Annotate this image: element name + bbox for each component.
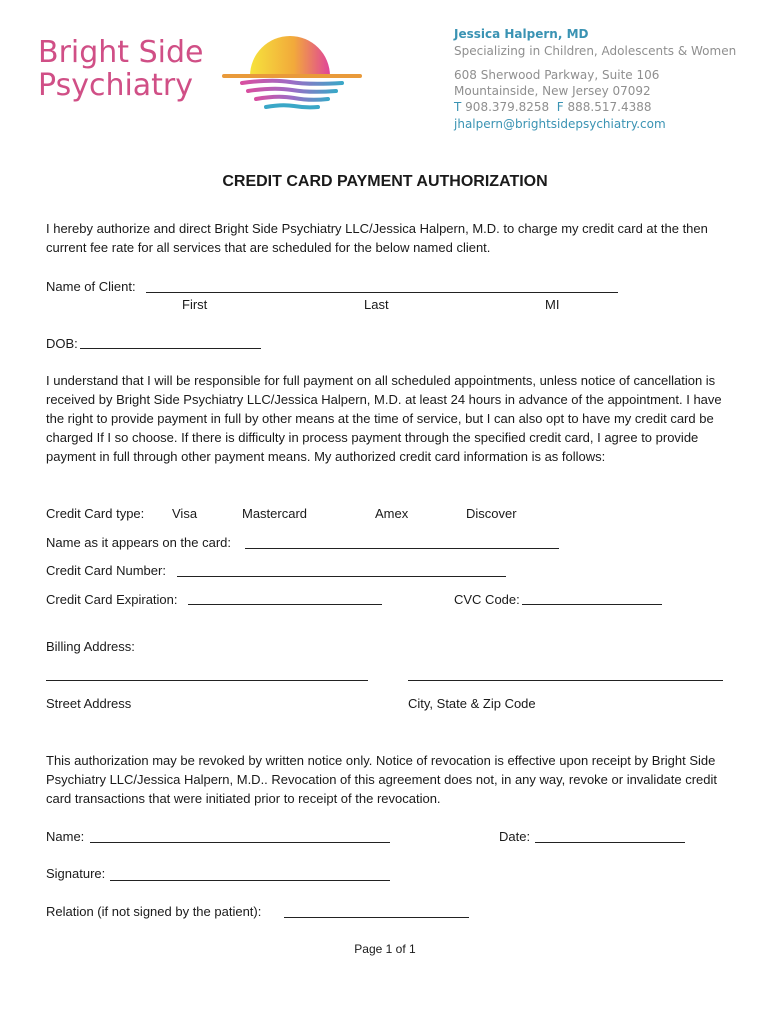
responsibility-paragraph: I understand that I will be responsible for full payment on all scheduled appointments, unless notice of cancellation is received by Bright Side Psychiatry LLC/Jessica Halpern, M.D. at least 24 hours in advance of the appointment. I have the right to provide payment in full by other means at the time of service, but I can also opt to have my credit card be charged If I so choose. If there is difficulty in process payment through the specified credit card, I agree to provide payment in full through other payment means. My authorized credit card information is as follows: (46, 373, 722, 464)
page-number: Page 1 of 1 (354, 942, 416, 956)
fax-number: 888.517.4388 (567, 100, 652, 114)
mi-caption: MI (545, 297, 560, 312)
date-label: Date: (499, 829, 531, 844)
phone-number: 908.379.8258 (465, 100, 550, 114)
expiration-label: Credit Card Expiration: (46, 592, 178, 607)
card-type-mastercard[interactable]: Mastercard (242, 506, 308, 521)
phone-fax-line (454, 98, 652, 116)
revocation-paragraph: This authorization may be revoked by written notice only. Notice of revocation is effective upon receipt by Bright Side Psychiatry LLC/Jessica Halpern, M.D.. Revocation of this agreement does not, in any way, revoke or invalidate credit card transactions that were initiated prior to receipt of the revocation. (46, 753, 718, 806)
name-of-client-field[interactable] (146, 292, 618, 293)
sun-logo-icon (212, 36, 364, 116)
signature-label: Signature: (46, 866, 106, 881)
card-type-visa[interactable]: Visa (172, 506, 198, 521)
date-field[interactable] (535, 842, 685, 843)
street-address-caption: Street Address (46, 696, 132, 711)
relation-field[interactable] (284, 917, 469, 918)
card-number-label: Credit Card Number: (46, 563, 166, 578)
specialty: Specializing in Children, Adolescents & Women (454, 44, 737, 58)
relation-label: Relation (if not signed by the patient): (46, 904, 262, 919)
address-line-2: Mountainside, New Jersey 07092 (454, 84, 651, 98)
name-on-card-label: Name as it appears on the card: (46, 535, 231, 550)
card-type-label: Credit Card type: (46, 506, 145, 521)
name-field[interactable] (90, 842, 390, 843)
brand-line-2: Psychiatry (38, 68, 194, 103)
first-name-caption: First (182, 297, 208, 312)
expiration-field[interactable] (188, 604, 382, 605)
phone-prefix: T (454, 100, 462, 114)
card-number-field[interactable] (177, 576, 506, 577)
dob-label: DOB: (46, 336, 78, 351)
city-state-zip-field[interactable] (408, 680, 723, 681)
form-title: CREDIT CARD PAYMENT AUTHORIZATION (222, 173, 548, 190)
signature-field[interactable] (110, 880, 390, 881)
email-link[interactable]: jhalpern@brightsidepsychiatry.com (454, 117, 666, 131)
fax-prefix: F (556, 100, 564, 114)
address-line-1: 608 Sherwood Parkway, Suite 106 (454, 68, 660, 82)
city-state-zip-caption: City, State & Zip Code (408, 696, 536, 711)
brand-line-1: Bright Side (38, 35, 204, 70)
cvc-field[interactable] (522, 604, 662, 605)
street-address-field[interactable] (46, 680, 368, 681)
last-name-caption: Last (364, 297, 389, 312)
doctor-name: Jessica Halpern, MD (454, 27, 589, 41)
cvc-label: CVC Code: (454, 592, 520, 607)
dob-field[interactable] (80, 348, 261, 349)
intro-paragraph: I hereby authorize and direct Bright Side Psychiatry LLC/Jessica Halpern, M.D. to charge my credit card at the then current fee rate for all services that are scheduled for the below named client. (46, 221, 708, 255)
brand-name (38, 36, 203, 102)
card-type-amex[interactable]: Amex (375, 506, 409, 521)
name-on-card-field[interactable] (245, 548, 559, 549)
name-of-client-label: Name of Client: (46, 279, 136, 294)
name-label: Name: (46, 829, 85, 844)
billing-address-label: Billing Address: (46, 639, 135, 654)
card-type-discover[interactable]: Discover (466, 506, 517, 521)
